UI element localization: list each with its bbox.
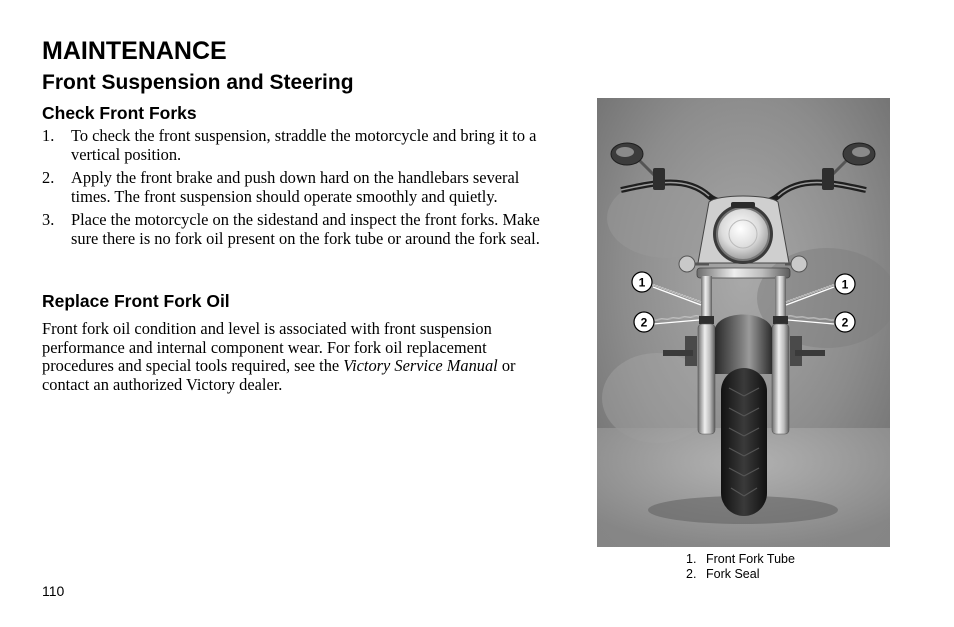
callout-label: 2	[640, 315, 648, 330]
list-item	[686, 567, 795, 582]
check-forks-heading: Check Front Forks	[42, 103, 197, 123]
replace-oil-heading: Replace Front Fork Oil	[42, 291, 230, 311]
list-item	[42, 169, 554, 206]
callout-fork-seal-right	[835, 312, 855, 332]
step-number: 2.	[42, 168, 55, 187]
list-item	[42, 127, 554, 164]
list-item	[686, 552, 795, 567]
step-number: 3.	[42, 210, 55, 229]
callout-fork-tube-right	[835, 274, 855, 294]
figure-legend	[686, 552, 795, 582]
list-item	[42, 211, 554, 248]
step-text: To check the front suspension, straddle the motorcycle and bring it to a vertical position.	[71, 126, 537, 164]
replace-oil-paragraph	[42, 320, 562, 394]
legend-label: Fork Seal	[706, 567, 760, 581]
paragraph-text-end: or contact an authorized Victory dealer.	[42, 356, 516, 394]
callout-label: 1	[841, 277, 849, 292]
callout-label: 1	[638, 275, 646, 290]
step-text: Apply the front brake and push down hard on the handlebars several times. The front suspension should operate smoothly and quietly.	[71, 168, 520, 206]
page-title: MAINTENANCE	[42, 37, 227, 65]
callout-fork-seal-left	[634, 312, 654, 332]
page-number: 110	[42, 583, 65, 599]
legend-label: Front Fork Tube	[706, 552, 795, 566]
callout-fork-tube-left	[632, 272, 652, 292]
step-number: 1.	[42, 126, 55, 145]
legend-number: 2.	[686, 567, 697, 581]
legend-number: 1.	[686, 552, 697, 566]
paragraph-text: Front fork oil condition and level is associated with front suspension performance and internal component wear. For fork oil replacement procedures and special tools required, see the	[42, 319, 492, 375]
check-steps-list	[42, 127, 554, 253]
motorcycle-front-photo	[597, 98, 890, 547]
section-heading: Front Suspension and Steering	[42, 71, 354, 94]
step-text: Place the motorcycle on the sidestand and inspect the front forks. Make sure there is no fork oil present on the fork tube or around the fork seal.	[71, 210, 540, 248]
callout-label: 2	[841, 315, 849, 330]
manual-title: Victory Service Manual	[343, 356, 498, 375]
